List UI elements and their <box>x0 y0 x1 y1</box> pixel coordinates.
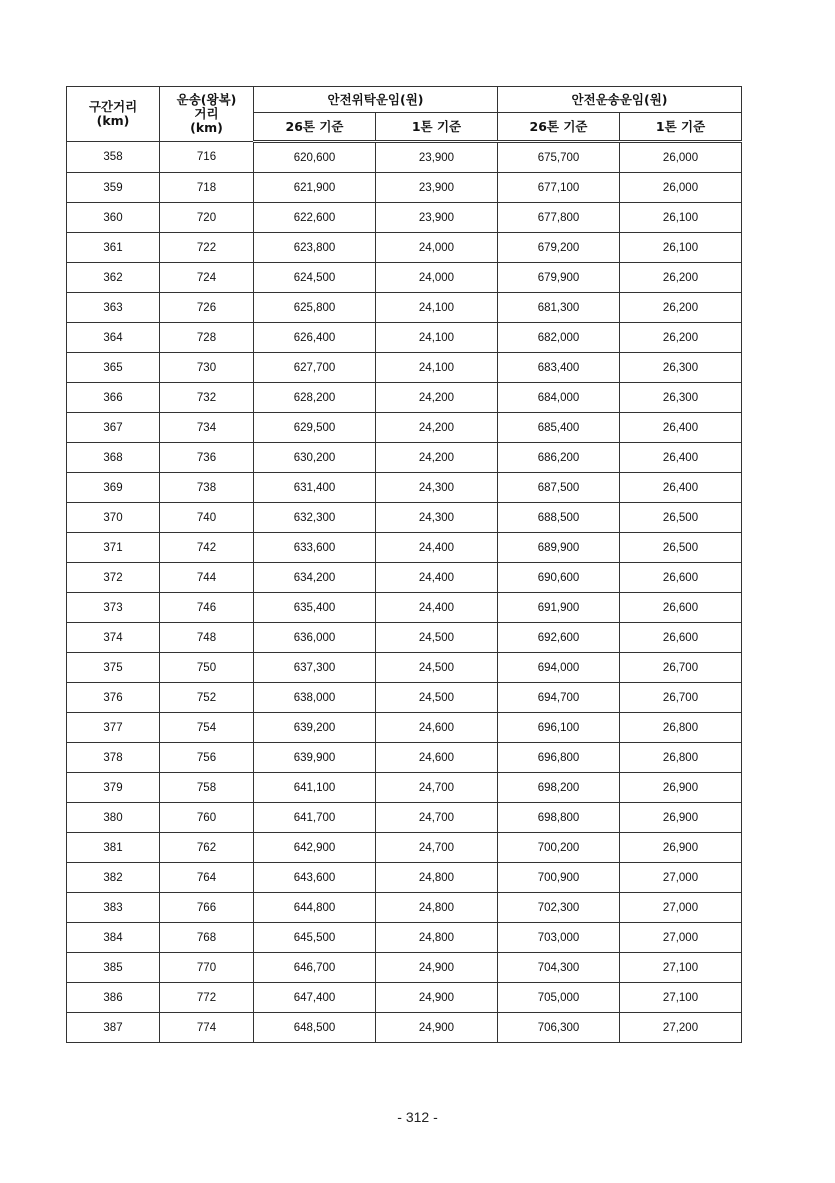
round-trip-distance-header-line-1: 운송(왕복) <box>176 92 237 107</box>
section-distance-cell: 382 <box>67 863 160 893</box>
table-row <box>67 833 742 863</box>
table-row <box>67 233 742 263</box>
section-distance-cell: 368 <box>67 443 160 473</box>
transport-26t-cell: 681,300 <box>498 293 620 323</box>
consignment-1t-cell: 24,400 <box>376 533 498 563</box>
section-distance-cell: 370 <box>67 503 160 533</box>
transport-1t-cell: 26,600 <box>620 623 742 653</box>
section-distance-cell: 383 <box>67 893 160 923</box>
consignment-1t-cell: 24,100 <box>376 353 498 383</box>
transport-1t-cell: 27,000 <box>620 923 742 953</box>
round-trip-distance-cell: 740 <box>160 503 254 533</box>
table-row <box>67 323 742 353</box>
consignment-26t-cell: 627,700 <box>254 353 376 383</box>
table-row <box>67 683 742 713</box>
page-number: - 312 - <box>397 1109 438 1125</box>
consignment-1t-cell: 23,900 <box>376 173 498 203</box>
section-distance-cell: 366 <box>67 383 160 413</box>
transport-1t-cell: 26,500 <box>620 503 742 533</box>
consignment-1t-header: 1톤 기준 <box>376 113 498 142</box>
consignment-1t-cell: 24,800 <box>376 893 498 923</box>
table-row <box>67 743 742 773</box>
table-row <box>67 623 742 653</box>
consignment-1t-cell: 24,300 <box>376 473 498 503</box>
table-row <box>67 923 742 953</box>
consignment-26t-cell: 641,700 <box>254 803 376 833</box>
transport-26t-cell: 679,200 <box>498 233 620 263</box>
round-trip-distance-cell: 720 <box>160 203 254 233</box>
transport-1t-cell: 26,100 <box>620 203 742 233</box>
table-row <box>67 413 742 443</box>
consignment-1t-cell: 24,200 <box>376 383 498 413</box>
transport-1t-cell: 26,200 <box>620 293 742 323</box>
transport-26t-cell: 683,400 <box>498 353 620 383</box>
section-distance-cell: 369 <box>67 473 160 503</box>
section-distance-cell: 364 <box>67 323 160 353</box>
table-body <box>67 142 742 1043</box>
round-trip-distance-cell: 744 <box>160 563 254 593</box>
transport-26t-cell: 696,800 <box>498 743 620 773</box>
consignment-1t-cell: 24,200 <box>376 443 498 473</box>
transport-1t-cell: 26,900 <box>620 833 742 863</box>
section-distance-cell: 372 <box>67 563 160 593</box>
round-trip-distance-cell: 774 <box>160 1013 254 1043</box>
transport-1t-cell: 26,800 <box>620 743 742 773</box>
consignment-1t-cell: 24,500 <box>376 623 498 653</box>
consignment-26t-cell: 626,400 <box>254 323 376 353</box>
table-row <box>67 293 742 323</box>
round-trip-distance-cell: 730 <box>160 353 254 383</box>
table-row <box>67 263 742 293</box>
table-row <box>67 773 742 803</box>
transport-26t-cell: 698,200 <box>498 773 620 803</box>
consignment-1t-cell: 24,500 <box>376 683 498 713</box>
section-distance-cell: 365 <box>67 353 160 383</box>
table-row <box>67 863 742 893</box>
table-row <box>67 653 742 683</box>
table-row <box>67 983 742 1013</box>
consignment-1t-cell: 24,800 <box>376 863 498 893</box>
section-distance-cell: 385 <box>67 953 160 983</box>
consignment-26t-cell: 622,600 <box>254 203 376 233</box>
section-distance-cell: 375 <box>67 653 160 683</box>
consignment-26t-cell: 638,000 <box>254 683 376 713</box>
section-distance-cell: 380 <box>67 803 160 833</box>
consignment-1t-cell: 23,900 <box>376 203 498 233</box>
section-distance-cell: 358 <box>67 142 160 173</box>
transport-26t-cell: 698,800 <box>498 803 620 833</box>
table-row <box>67 443 742 473</box>
consignment-26t-cell: 645,500 <box>254 923 376 953</box>
table-row <box>67 533 742 563</box>
table-row <box>67 142 742 173</box>
transport-1t-cell: 26,400 <box>620 443 742 473</box>
consignment-26t-cell: 647,400 <box>254 983 376 1013</box>
consignment-26t-cell: 644,800 <box>254 893 376 923</box>
transport-1t-cell: 26,300 <box>620 383 742 413</box>
transport-1t-cell: 27,100 <box>620 983 742 1013</box>
transport-26t-cell: 684,000 <box>498 383 620 413</box>
consignment-1t-cell: 24,100 <box>376 323 498 353</box>
transport-1t-cell: 26,300 <box>620 353 742 383</box>
round-trip-distance-cell: 754 <box>160 713 254 743</box>
transport-26t-cell: 692,600 <box>498 623 620 653</box>
transport-1t-cell: 26,600 <box>620 563 742 593</box>
transport-1t-cell: 26,100 <box>620 233 742 263</box>
transport-26t-cell: 705,000 <box>498 983 620 1013</box>
section-distance-cell: 363 <box>67 293 160 323</box>
section-distance-cell: 387 <box>67 1013 160 1043</box>
transport-1t-cell: 27,000 <box>620 893 742 923</box>
consignment-1t-cell: 24,800 <box>376 923 498 953</box>
section-distance-cell: 381 <box>67 833 160 863</box>
section-distance-cell: 373 <box>67 593 160 623</box>
table-row <box>67 173 742 203</box>
consignment-26t-cell: 634,200 <box>254 563 376 593</box>
transport-26t-cell: 677,800 <box>498 203 620 233</box>
transport-26t-cell: 702,300 <box>498 893 620 923</box>
table-row <box>67 203 742 233</box>
consignment-1t-cell: 24,900 <box>376 1013 498 1043</box>
transport-26t-cell: 703,000 <box>498 923 620 953</box>
consignment-1t-cell: 24,700 <box>376 833 498 863</box>
transport-1t-cell: 26,200 <box>620 323 742 353</box>
round-trip-distance-cell: 728 <box>160 323 254 353</box>
round-trip-distance-header <box>160 87 254 142</box>
round-trip-distance-cell: 750 <box>160 653 254 683</box>
consignment-1t-cell: 24,400 <box>376 593 498 623</box>
round-trip-distance-cell: 736 <box>160 443 254 473</box>
consignment-1t-cell: 24,100 <box>376 293 498 323</box>
transport-26t-cell: 696,100 <box>498 713 620 743</box>
section-distance-header <box>67 87 160 142</box>
table-row <box>67 593 742 623</box>
consignment-26t-cell: 624,500 <box>254 263 376 293</box>
round-trip-distance-cell: 770 <box>160 953 254 983</box>
transport-1t-cell: 26,200 <box>620 263 742 293</box>
transport-26t-cell: 700,900 <box>498 863 620 893</box>
section-distance-cell: 361 <box>67 233 160 263</box>
table-row <box>67 353 742 383</box>
consignment-26t-cell: 637,300 <box>254 653 376 683</box>
transport-1t-cell: 26,400 <box>620 473 742 503</box>
consignment-26t-cell: 623,800 <box>254 233 376 263</box>
safety-transport-rate-header: 안전운송운임(원) <box>498 87 742 113</box>
table-row <box>67 803 742 833</box>
transport-26t-cell: 700,200 <box>498 833 620 863</box>
consignment-1t-cell: 24,400 <box>376 563 498 593</box>
transport-1t-cell: 26,900 <box>620 803 742 833</box>
transport-26t-cell: 677,100 <box>498 173 620 203</box>
consignment-26t-cell: 643,600 <box>254 863 376 893</box>
consignment-26t-cell: 639,900 <box>254 743 376 773</box>
table-row <box>67 383 742 413</box>
transport-26t-cell: 706,300 <box>498 1013 620 1043</box>
consignment-26t-cell: 630,200 <box>254 443 376 473</box>
transport-1t-cell: 26,900 <box>620 773 742 803</box>
consignment-26t-cell: 628,200 <box>254 383 376 413</box>
table-row <box>67 893 742 923</box>
consignment-1t-cell: 24,300 <box>376 503 498 533</box>
consignment-26t-cell: 633,600 <box>254 533 376 563</box>
round-trip-distance-cell: 768 <box>160 923 254 953</box>
consignment-1t-cell: 24,500 <box>376 653 498 683</box>
transport-1t-cell: 26,700 <box>620 653 742 683</box>
transport-26t-cell: 687,500 <box>498 473 620 503</box>
section-distance-cell: 379 <box>67 773 160 803</box>
consignment-1t-cell: 24,900 <box>376 953 498 983</box>
consignment-26t-cell: 635,400 <box>254 593 376 623</box>
consignment-1t-cell: 24,900 <box>376 983 498 1013</box>
round-trip-distance-cell: 762 <box>160 833 254 863</box>
transport-1t-cell: 26,400 <box>620 413 742 443</box>
transport-26t-header: 26톤 기준 <box>498 113 620 142</box>
consignment-26t-cell: 620,600 <box>254 142 376 173</box>
consignment-26t-cell: 632,300 <box>254 503 376 533</box>
transport-1t-cell: 26,700 <box>620 683 742 713</box>
transport-26t-cell: 704,300 <box>498 953 620 983</box>
section-distance-cell: 371 <box>67 533 160 563</box>
consignment-1t-cell: 24,000 <box>376 233 498 263</box>
round-trip-distance-cell: 746 <box>160 593 254 623</box>
consignment-26t-cell: 621,900 <box>254 173 376 203</box>
safety-consignment-rate-header: 안전위탁운임(원) <box>254 87 498 113</box>
transport-1t-cell: 26,500 <box>620 533 742 563</box>
transport-26t-cell: 689,900 <box>498 533 620 563</box>
round-trip-distance-cell: 738 <box>160 473 254 503</box>
round-trip-distance-cell: 722 <box>160 233 254 263</box>
transport-26t-cell: 694,700 <box>498 683 620 713</box>
transport-26t-cell: 691,900 <box>498 593 620 623</box>
consignment-26t-cell: 648,500 <box>254 1013 376 1043</box>
consignment-1t-cell: 24,600 <box>376 743 498 773</box>
section-distance-cell: 374 <box>67 623 160 653</box>
consignment-26t-cell: 629,500 <box>254 413 376 443</box>
round-trip-distance-cell: 758 <box>160 773 254 803</box>
transport-1t-cell: 26,600 <box>620 593 742 623</box>
transport-26t-cell: 685,400 <box>498 413 620 443</box>
round-trip-distance-cell: 748 <box>160 623 254 653</box>
transport-26t-cell: 682,000 <box>498 323 620 353</box>
section-distance-header-line-1: 구간거리 <box>88 99 138 114</box>
transport-1t-cell: 27,200 <box>620 1013 742 1043</box>
table-row <box>67 563 742 593</box>
freight-rate-table <box>66 86 742 1043</box>
round-trip-distance-cell: 760 <box>160 803 254 833</box>
transport-1t-header: 1톤 기준 <box>620 113 742 142</box>
round-trip-distance-cell: 724 <box>160 263 254 293</box>
transport-26t-cell: 679,900 <box>498 263 620 293</box>
transport-1t-cell: 26,000 <box>620 173 742 203</box>
table-row <box>67 713 742 743</box>
consignment-26t-cell: 646,700 <box>254 953 376 983</box>
round-trip-distance-cell: 742 <box>160 533 254 563</box>
table-row <box>67 1013 742 1043</box>
round-trip-distance-header-line-2: 거리 <box>194 106 219 121</box>
table-row <box>67 473 742 503</box>
section-distance-cell: 376 <box>67 683 160 713</box>
transport-26t-cell: 688,500 <box>498 503 620 533</box>
table-header <box>67 87 742 142</box>
transport-1t-cell: 27,100 <box>620 953 742 983</box>
consignment-1t-cell: 24,600 <box>376 713 498 743</box>
consignment-1t-cell: 23,900 <box>376 142 498 173</box>
round-trip-distance-cell: 734 <box>160 413 254 443</box>
round-trip-distance-cell: 718 <box>160 173 254 203</box>
table-row <box>67 503 742 533</box>
round-trip-distance-cell: 752 <box>160 683 254 713</box>
consignment-1t-cell: 24,700 <box>376 803 498 833</box>
section-distance-header-line-2: (km) <box>96 113 130 128</box>
section-distance-cell: 378 <box>67 743 160 773</box>
round-trip-distance-cell: 756 <box>160 743 254 773</box>
section-distance-cell: 360 <box>67 203 160 233</box>
transport-1t-cell: 26,000 <box>620 142 742 173</box>
consignment-26t-cell: 636,000 <box>254 623 376 653</box>
section-distance-cell: 359 <box>67 173 160 203</box>
transport-26t-cell: 690,600 <box>498 563 620 593</box>
round-trip-distance-cell: 772 <box>160 983 254 1013</box>
consignment-1t-cell: 24,200 <box>376 413 498 443</box>
section-distance-cell: 384 <box>67 923 160 953</box>
consignment-26t-cell: 641,100 <box>254 773 376 803</box>
section-distance-cell: 377 <box>67 713 160 743</box>
consignment-26t-cell: 625,800 <box>254 293 376 323</box>
consignment-26t-cell: 639,200 <box>254 713 376 743</box>
transport-1t-cell: 26,800 <box>620 713 742 743</box>
round-trip-distance-cell: 732 <box>160 383 254 413</box>
transport-26t-cell: 686,200 <box>498 443 620 473</box>
section-distance-cell: 362 <box>67 263 160 293</box>
transport-26t-cell: 694,000 <box>498 653 620 683</box>
consignment-1t-cell: 24,000 <box>376 263 498 293</box>
round-trip-distance-cell: 716 <box>160 142 254 173</box>
consignment-26t-cell: 631,400 <box>254 473 376 503</box>
section-distance-cell: 367 <box>67 413 160 443</box>
transport-26t-cell: 675,700 <box>498 142 620 173</box>
transport-1t-cell: 27,000 <box>620 863 742 893</box>
round-trip-distance-cell: 764 <box>160 863 254 893</box>
table-row <box>67 953 742 983</box>
consignment-26t-header: 26톤 기준 <box>254 113 376 142</box>
round-trip-distance-cell: 726 <box>160 293 254 323</box>
consignment-26t-cell: 642,900 <box>254 833 376 863</box>
consignment-1t-cell: 24,700 <box>376 773 498 803</box>
section-distance-cell: 386 <box>67 983 160 1013</box>
round-trip-distance-header-line-3: (km) <box>190 120 223 135</box>
round-trip-distance-cell: 766 <box>160 893 254 923</box>
